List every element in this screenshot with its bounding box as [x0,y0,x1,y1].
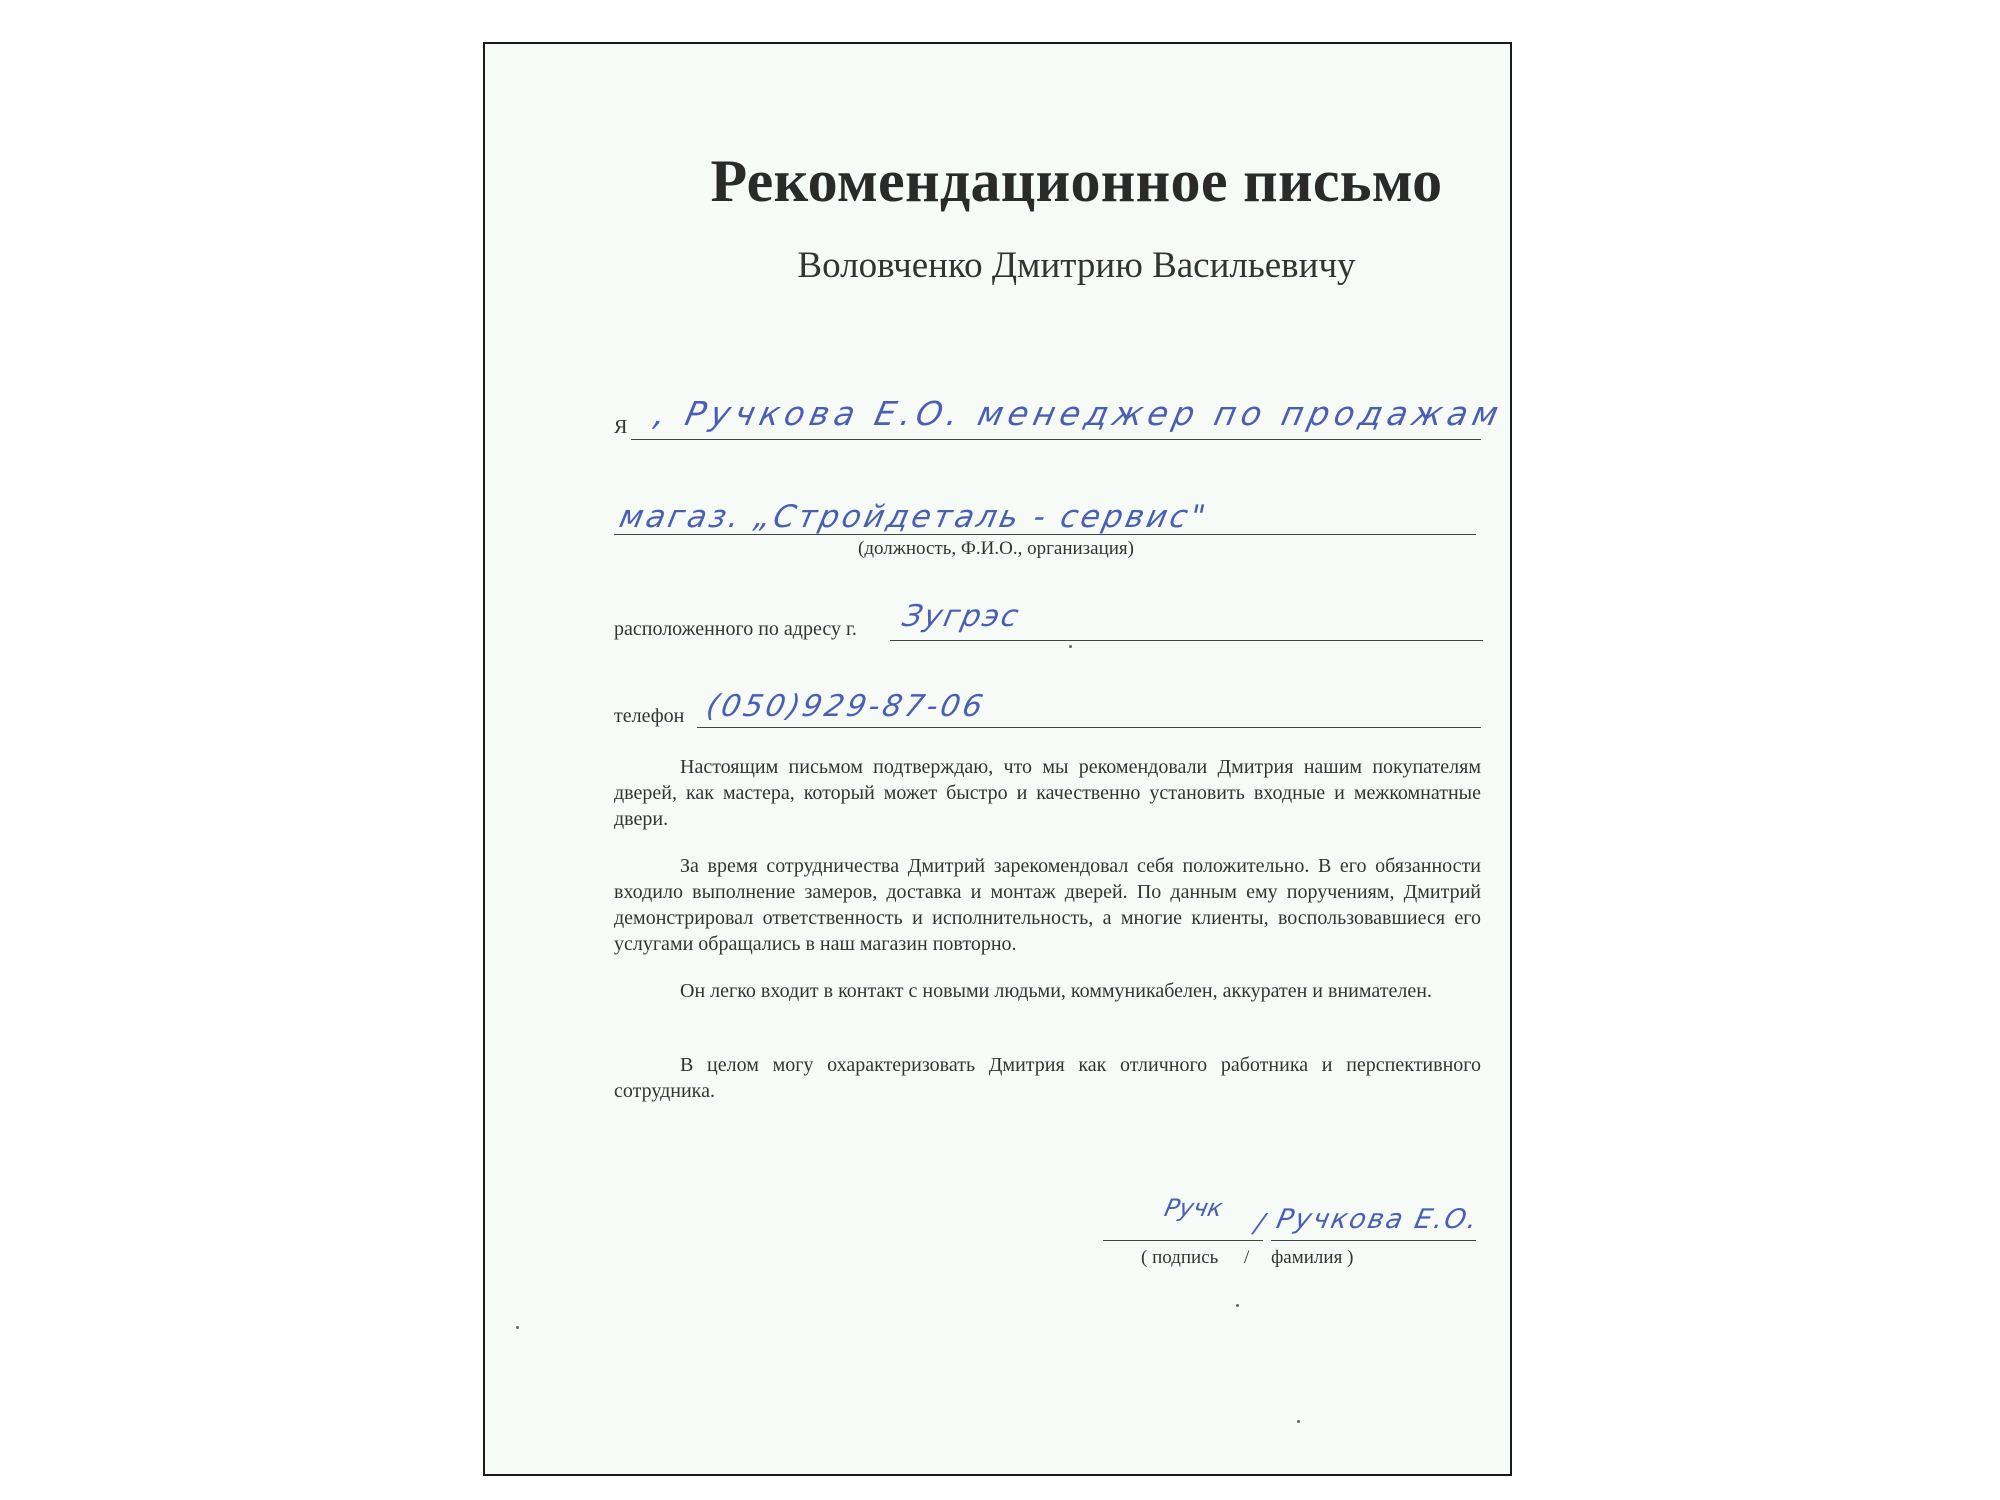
signature-separator: / [1251,1209,1269,1239]
signature-line [1103,1240,1263,1241]
signature-glyph: Ручк [1162,1194,1226,1222]
paragraph-3: Он легко входит в контакт с новыми людьми, коммуникабелен, аккуратен и внимателен. [680,980,1432,1002]
phone-handwritten: (050)929-87-06 [703,689,989,724]
recipient-name: Воловченко Дмитрию Васильевичу [797,245,1356,286]
caption-surname: фамилия ) [1271,1247,1354,1268]
phone-line [697,727,1481,728]
caption-separator: / [1244,1247,1250,1268]
surname-line [1271,1240,1476,1241]
address-handwritten: Зугрэс [899,599,1024,634]
scan-speck [1236,1304,1239,1307]
page-title: Рекомендационное письмо [710,148,1443,214]
caption-signature: ( подпись [1141,1247,1219,1268]
paragraph-1: Настоящим письмом подтверждаю, что мы рекомендовали Дмитрия нашим покупателям дверей, как мастера, который может быстро и качественно установить входные и межкомнатные двери. [614,756,1481,830]
address-line [890,640,1483,641]
phone-label: телефон [614,705,685,727]
author-label: Я [614,416,628,438]
scan-speck [1069,645,1072,648]
author-caption: (должность, Ф.И.О., организация) [858,538,1135,559]
scan-speck [516,1326,519,1329]
paragraph-2: За время сотрудничества Дмитрий зарекомендовал себя положительно. В его обязанности входило выполнение замеров, доставка и монтаж дверей. По данным ему поручениям, Дмитрий демонстрировал ответственность и исполнительность, а многие клиенты, воспользовавшиеся его услугами обращались в наш магазин повторно. [614,855,1481,955]
scan-speck [1297,1420,1300,1423]
paragraph-4: В целом могу охарактеризовать Дмитрия как отличного работника и перспективного сотрудника. [614,1054,1481,1102]
author-line-1 [631,439,1481,440]
author-handwritten-1: , Ручкова Е.О. менеджер по продажам [650,394,1507,433]
letter-page [483,42,1512,1476]
author-handwritten-2: магаз. „Стройдеталь - сервис" [616,499,1212,535]
address-label: расположенного по адресу г. [614,618,857,640]
surname-handwritten: Ручкова Е.О. [1273,1204,1482,1235]
